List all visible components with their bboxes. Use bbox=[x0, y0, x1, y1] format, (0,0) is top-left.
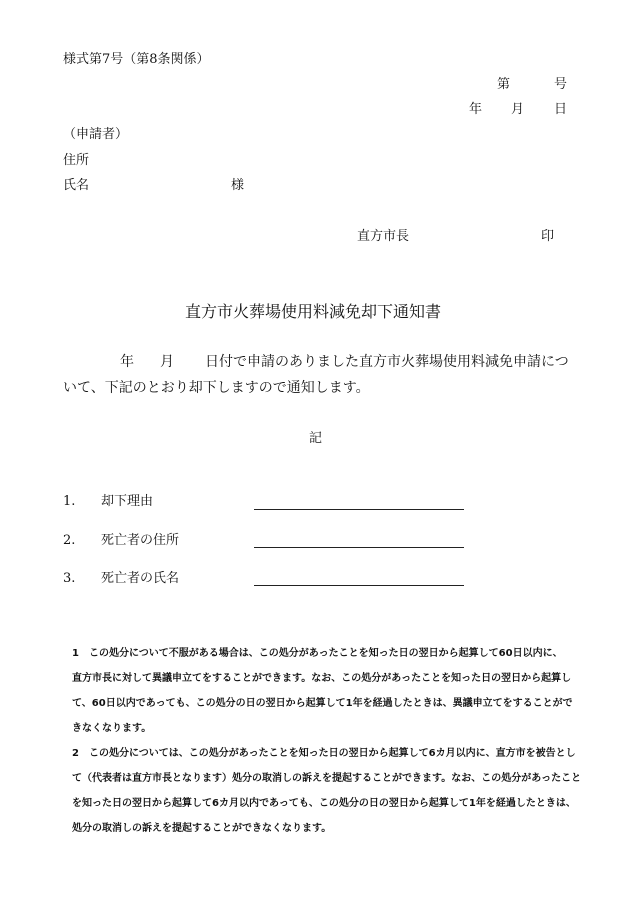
body-year: 年 bbox=[120, 354, 134, 370]
address-label: 住所 bbox=[63, 153, 90, 168]
honorific: 様 bbox=[231, 178, 245, 193]
number-prefix: 第 bbox=[497, 77, 511, 92]
item-label-deceased-address: 死亡者の住所 bbox=[101, 533, 180, 548]
item-number: 1. bbox=[63, 494, 76, 509]
item-number: 3. bbox=[63, 571, 76, 586]
note1-line3: て、60日以内であっても、この処分の日の翌日から起算して1年を経過したときは、異議申立てをすることがで bbox=[72, 698, 573, 709]
seal-mark: 印 bbox=[541, 229, 555, 244]
body-line1: 日付で申請のありました直方市火葬場使用料減免申請につ bbox=[205, 354, 569, 370]
form-label: 様式第7号（第8条関係） bbox=[63, 52, 210, 67]
note2-line3: を知った日の翌日から起算して6カ月以内であっても、この処分の日の翌日から起算して1年を経過したときは、 bbox=[72, 798, 576, 809]
date-month-label: 月 bbox=[511, 102, 525, 117]
issuer-title: 直方市長 bbox=[357, 229, 410, 244]
note1-line4: きなくなります。 bbox=[72, 723, 152, 734]
item-label-rejection-reason: 却下理由 bbox=[101, 494, 154, 509]
note1-line1: 1 この処分について不服がある場合は、この処分があったことを知った日の翌日から起算して60日以内に、 bbox=[72, 648, 563, 659]
fill-in-line bbox=[254, 585, 464, 586]
document-title: 直方市火葬場使用料減免却下通知書 bbox=[185, 302, 442, 321]
body-line2: いて、下記のとおり却下しますので通知します。 bbox=[63, 380, 370, 396]
note2-line4: 処分の取消しの訴えを提起することができなくなります。 bbox=[72, 823, 332, 834]
note2-line2: て（代表者は直方市長となります）処分の取消しの訴えを提起することができます。なお、この処分があったこと bbox=[72, 773, 582, 784]
number-suffix: 号 bbox=[554, 77, 568, 92]
ki-heading: 記 bbox=[309, 431, 323, 446]
name-label: 氏名 bbox=[63, 178, 90, 193]
item-number: 2. bbox=[63, 533, 76, 548]
item-label-deceased-name: 死亡者の氏名 bbox=[101, 571, 180, 586]
fill-in-line bbox=[254, 509, 464, 510]
date-day-label: 日 bbox=[554, 102, 568, 117]
fill-in-line bbox=[254, 547, 464, 548]
body-month: 月 bbox=[160, 354, 174, 370]
note1-line2: 直方市長に対して異議申立てをすることができます。なお、この処分があったことを知った日の翌日から起算し bbox=[72, 673, 572, 684]
date-year-label: 年 bbox=[469, 102, 483, 117]
recipient-role: （申請者） bbox=[63, 127, 129, 142]
note2-line1: 2 この処分については、この処分があったことを知った日の翌日から起算して6カ月以内に、直方市を被告とし bbox=[72, 748, 576, 759]
